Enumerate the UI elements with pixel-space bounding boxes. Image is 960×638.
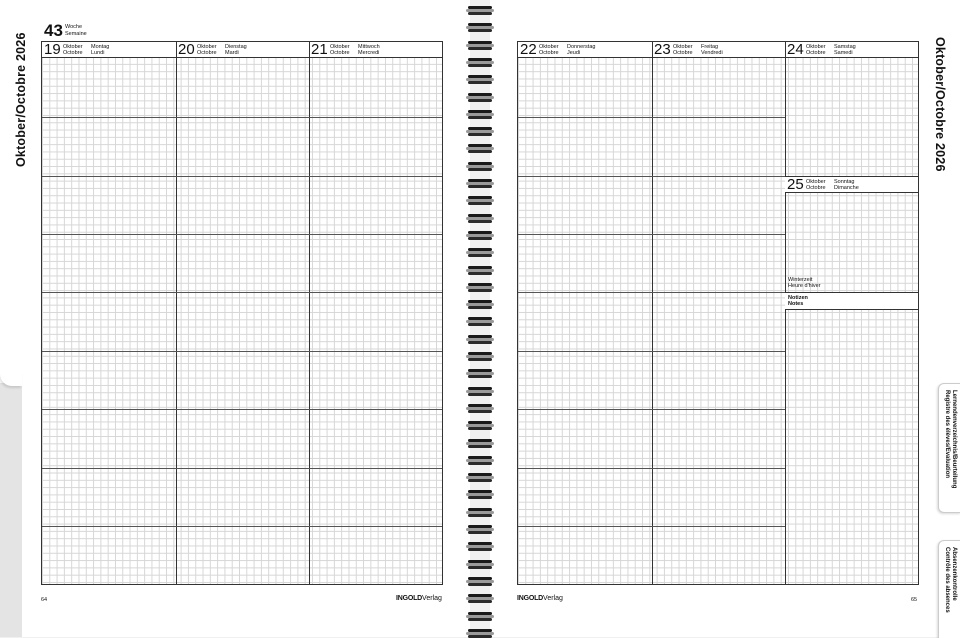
- spiral-ring: [466, 560, 494, 569]
- spiral-ring: [466, 508, 494, 517]
- month-fr: Octobre: [330, 50, 350, 57]
- weekday-fr: Lundi: [91, 50, 105, 57]
- notes-de: Notizen: [788, 295, 808, 301]
- month-de: Oktober: [330, 44, 350, 50]
- spiral-ring: [466, 266, 494, 275]
- right-day-grid[interactable]: [517, 41, 919, 585]
- logo-regular: Verlag: [422, 595, 442, 602]
- page-edge-shadow: [0, 383, 22, 637]
- month-fr: Octobre: [806, 185, 826, 192]
- row-divider: [42, 117, 442, 118]
- day-number: 22: [520, 41, 537, 58]
- month-fr: Octobre: [806, 50, 826, 57]
- month-fr: Octobre: [197, 50, 217, 57]
- month-title-right: Oktober/Octobre 2026: [933, 37, 947, 172]
- row-divider: [42, 526, 442, 527]
- spiral-ring: [466, 23, 494, 32]
- weekday-de: Sonntag: [834, 179, 855, 185]
- notes-fr: Notes: [788, 301, 804, 308]
- weekday-fr: Mardi: [225, 50, 239, 57]
- day-weekday: [834, 44, 856, 56]
- spiral-ring: [466, 127, 494, 136]
- spiral-ring: [466, 248, 494, 257]
- row-divider: [518, 468, 785, 469]
- spiral-ring: [466, 387, 494, 396]
- spiral-ring: [466, 58, 494, 67]
- spiral-ring: [466, 300, 494, 309]
- day-header-saturday: [785, 42, 918, 58]
- day-month: [330, 44, 350, 56]
- spiral-ring: [466, 335, 494, 344]
- row-divider: [518, 409, 785, 410]
- spiral-ring: [466, 404, 494, 413]
- day-month: [673, 44, 693, 56]
- tab-student-register[interactable]: [938, 383, 960, 513]
- spiral-ring: [466, 525, 494, 534]
- spiral-ring: [466, 369, 494, 378]
- row-divider: [42, 409, 442, 410]
- weekday-de: Freitag: [701, 44, 719, 50]
- weekday-fr: Jeudi: [567, 50, 581, 57]
- month-de: Oktober: [63, 44, 83, 50]
- spiral-ring: [466, 196, 494, 205]
- day-month: [63, 44, 83, 56]
- day-header-thursday: [518, 42, 652, 58]
- weekday-fr: Mercredi: [358, 50, 380, 57]
- spiral-ring: [466, 75, 494, 84]
- day-weekday: [834, 179, 859, 191]
- row-divider: [518, 117, 785, 118]
- day-number: 20: [178, 41, 195, 58]
- month-fr: Octobre: [539, 50, 559, 57]
- logo-bold: INGOLD: [517, 595, 544, 602]
- tab-label-de: Absenzenkontrolle: [951, 547, 957, 601]
- spiral-ring: [466, 93, 494, 102]
- logo-regular: Verlag: [543, 595, 563, 602]
- tab-label-de: Lernendenverzeichnis/Beurteilung: [951, 390, 957, 489]
- row-divider: [518, 176, 785, 177]
- spiral-ring: [466, 144, 494, 153]
- tab-label: [943, 390, 957, 488]
- row-divider: [42, 351, 442, 352]
- spiral-ring: [466, 629, 494, 638]
- publisher-logo-left: [396, 595, 442, 602]
- spiral-ring: [466, 231, 494, 240]
- row-divider: [42, 292, 442, 293]
- day-number: 24: [787, 41, 804, 58]
- weekday-de: Dienstag: [225, 44, 247, 50]
- tab-label-fr: Registre des élèves/Evaluation: [944, 390, 950, 479]
- month-fr: Octobre: [63, 50, 83, 57]
- spiral-ring: [466, 612, 494, 621]
- column-divider: [176, 42, 177, 584]
- day-weekday: [701, 44, 723, 56]
- left-page: [0, 0, 470, 637]
- page-number-right: 65: [911, 597, 918, 603]
- winter-time-note: [788, 277, 821, 290]
- day-number: 21: [311, 41, 328, 58]
- day-header-wednesday: [309, 42, 442, 58]
- notes-label: [788, 295, 808, 308]
- weekday-de: Mittwoch: [358, 44, 380, 50]
- day-month: [197, 44, 217, 56]
- note-fr: Heure d'hiver: [788, 283, 821, 290]
- spiral-ring: [466, 542, 494, 551]
- column-divider: [652, 42, 653, 584]
- month-de: Oktober: [806, 179, 826, 185]
- day-header-tuesday: [176, 42, 309, 58]
- day-number: 23: [654, 41, 671, 58]
- day-number: 19: [44, 41, 61, 58]
- month-de: Oktober: [197, 44, 217, 50]
- month-de: Oktober: [539, 44, 559, 50]
- row-divider: [42, 176, 442, 177]
- week-label: [65, 24, 87, 37]
- weekday-fr: Dimanche: [834, 185, 859, 192]
- spiral-ring: [466, 456, 494, 465]
- tab-label-fr: Contrôle des absences: [944, 547, 950, 613]
- spiral-ring: [466, 594, 494, 603]
- month-title-left: Oktober/Octobre 2026: [14, 32, 28, 167]
- notes-header: [785, 293, 918, 310]
- row-divider: [518, 234, 785, 235]
- row-divider: [518, 526, 785, 527]
- row-divider: [42, 234, 442, 235]
- spiral-ring: [466, 352, 494, 361]
- day-weekday: [91, 44, 109, 56]
- month-de: Oktober: [806, 44, 826, 50]
- row-divider: [518, 292, 785, 293]
- month-fr: Octobre: [673, 50, 693, 57]
- note-de: Winterzeit: [788, 277, 813, 283]
- spiral-ring: [466, 41, 494, 50]
- day-header-sunday: [785, 176, 918, 193]
- spiral-ring: [466, 490, 494, 499]
- spiral-ring: [466, 421, 494, 430]
- column-divider: [309, 42, 310, 584]
- spiral-ring: [466, 577, 494, 586]
- weekday-de: Samstag: [834, 44, 856, 50]
- left-day-grid[interactable]: [41, 41, 443, 585]
- weekday-fr: Vendredi: [701, 50, 723, 57]
- spiral-ring: [466, 214, 494, 223]
- weekday-de: Montag: [91, 44, 110, 50]
- spiral-ring: [466, 283, 494, 292]
- day-month: [806, 179, 826, 191]
- spiral-ring: [466, 6, 494, 15]
- day-weekday: [358, 44, 380, 56]
- day-weekday: [225, 44, 247, 56]
- week-number: 43: [44, 21, 63, 40]
- spiral-ring: [466, 110, 494, 119]
- row-divider: [42, 468, 442, 469]
- weekday-fr: Samedi: [834, 50, 853, 57]
- day-header-monday: [42, 42, 176, 58]
- week-label-de: Woche: [65, 24, 83, 30]
- spiral-ring: [466, 473, 494, 482]
- spiral-binding: [466, 0, 494, 637]
- week-label-fr: Semaine: [65, 30, 87, 37]
- logo-bold: INGOLD: [396, 595, 423, 602]
- day-header-friday: [652, 42, 785, 58]
- row-divider: [518, 351, 785, 352]
- month-de: Oktober: [673, 44, 693, 50]
- page-number-left: 64: [41, 597, 48, 603]
- spiral-ring: [466, 439, 494, 448]
- column-divider: [785, 42, 786, 584]
- publisher-logo-right: [517, 595, 563, 602]
- spiral-ring: [466, 162, 494, 171]
- tab-label: [943, 547, 957, 613]
- spiral-ring: [466, 179, 494, 188]
- day-month: [539, 44, 559, 56]
- spiral-ring: [466, 317, 494, 326]
- tab-absence-control[interactable]: [938, 540, 960, 638]
- day-weekday: [567, 44, 595, 56]
- day-number: 25: [787, 176, 804, 193]
- day-month: [806, 44, 826, 56]
- weekday-de: Donnerstag: [567, 44, 596, 50]
